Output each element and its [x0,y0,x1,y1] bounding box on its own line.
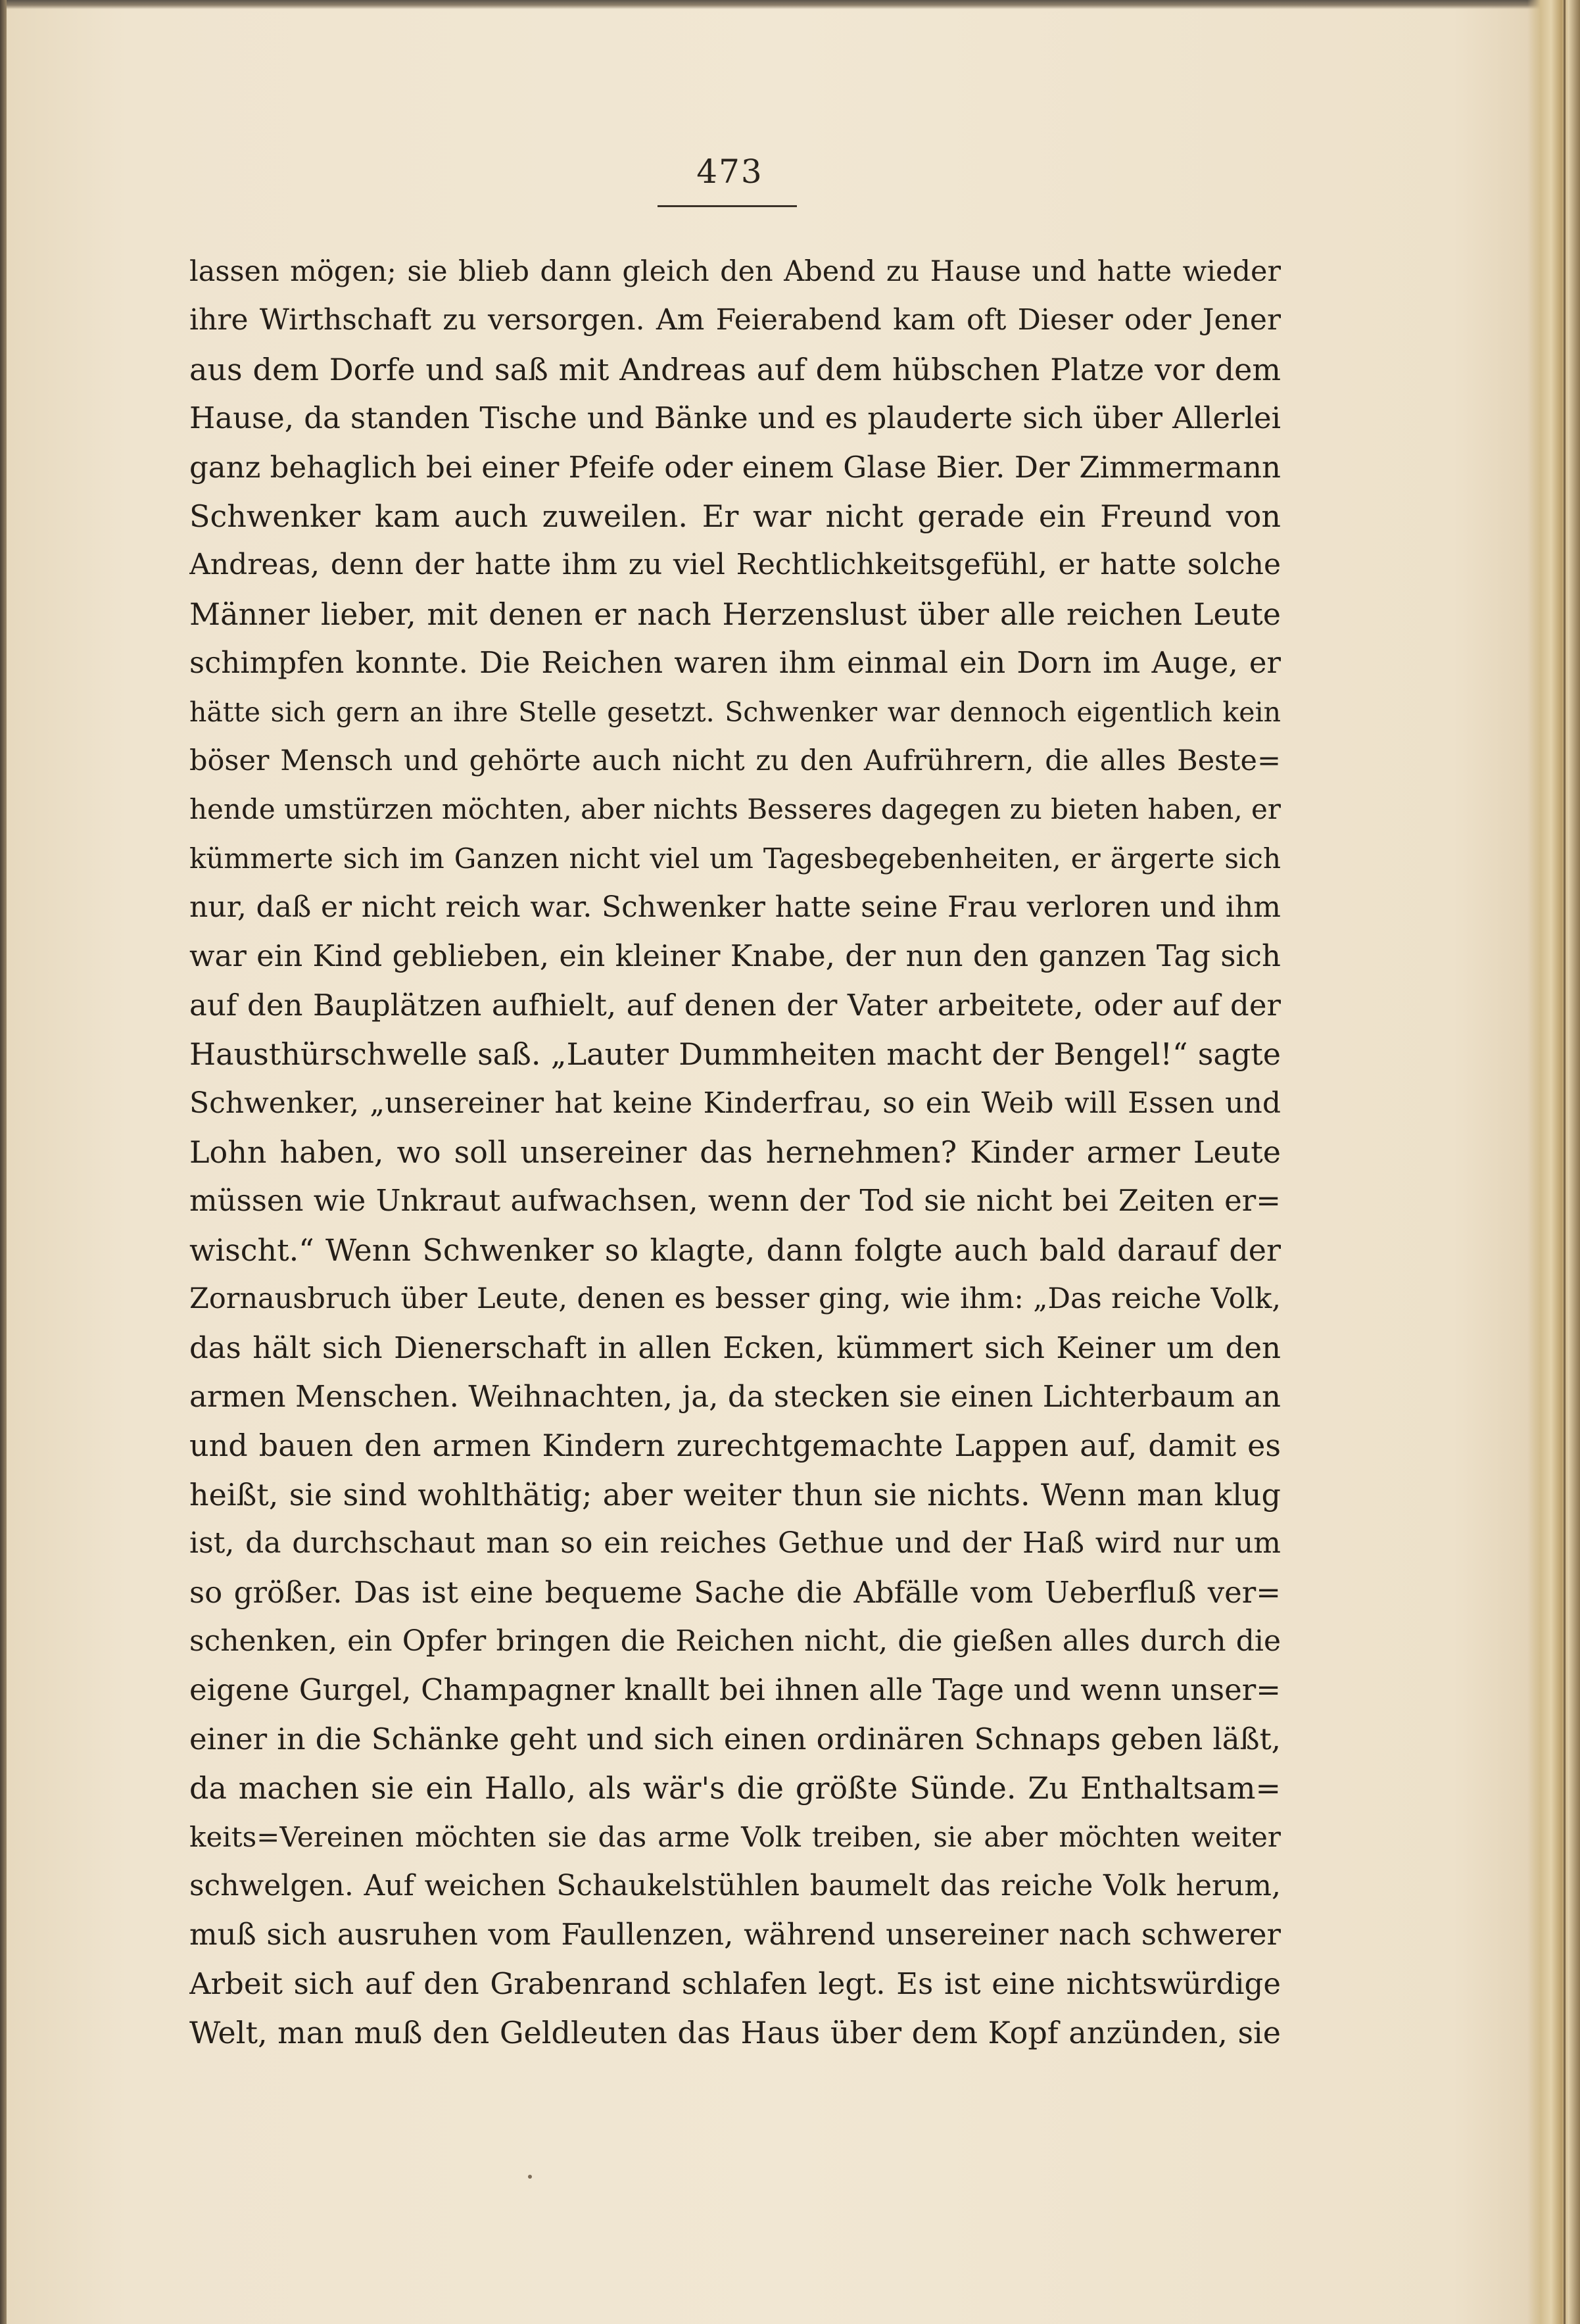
text-line: auf den Bauplätzen aufhielt, auf denen der Vater arbeitete, oder auf der [189,987,1281,1023]
text-line: Arbeit sich auf den Grabenrand schlafen legt. Es ist eine nichtswürdige [189,1966,1281,2001]
page-number: 473 [696,153,763,191]
text-line: wischt.“ Wenn Schwenker so klagte, dann folgte auch bald darauf der [189,1232,1281,1268]
text-line: da machen sie ein Hallo, als wär's die größte Sünde. Zu Enthaltsam= [189,1770,1281,1806]
text-line: müssen wie Unkraut aufwachsen, wenn der Tod sie nicht bei Zeiten er= [189,1183,1281,1219]
text-line: Hause, da standen Tische und Bänke und es plauderte sich über Allerlei [189,400,1281,436]
page-number-rule [658,205,797,207]
text-line: schwelgen. Auf weichen Schaukelstühlen baumelt das reiche Volk herum, [189,1868,1281,1902]
text-line: heißt, sie sind wohlthätig; aber weiter thun sie nichts. Wenn man klug [189,1476,1281,1513]
left-page-edge [0,0,7,2324]
text-line: einer in die Schänke geht und sich einen ordinären Schnaps geben läßt, [189,1721,1281,1756]
text-line: Andreas, denn der hatte ihm zu viel Rechtlichkeitsgefühl, er hatte solche [189,548,1281,582]
text-line: Schwenker kam auch zuweilen. Er war nicht gerade ein Freund von [189,498,1281,534]
text-line: und bauen den armen Kindern zurechtgemachte Lappen auf, damit es [189,1428,1281,1464]
text-line: eigene Gurgel, Champagner knallt bei ihnen alle Tage und wenn unser= [189,1672,1281,1708]
text-line: schimpfen konnte. Die Reichen waren ihm einmal ein Dorn im Auge, er [189,645,1281,681]
book-spine [1527,0,1580,2324]
text-line: schenken, ein Opfer bringen die Reichen nicht, die gießen alles durch die [189,1624,1281,1658]
text-line: Welt, man muß den Geldleuten das Haus über dem Kopf anzünden, sie [189,2015,1281,2051]
text-line: ganz behaglich bei einer Pfeife oder einem Glase Bier. Der Zimmermann [189,449,1281,485]
text-line: ist, da durchschaut man so ein reiches Gethue und der Haß wird nur um [189,1526,1281,1561]
text-line: armen Menschen. Weihnachten, ja, da stecken sie einen Lichterbaum an [189,1378,1281,1414]
text-line: kümmerte sich im Ganzen nicht viel um Tagesbegebenheiten, er ärgerte sich [189,842,1281,875]
text-line: böser Mensch und gehörte auch nicht zu den Aufrührern, die alles Beste= [189,744,1281,777]
text-line: das hält sich Dienerschaft in allen Ecken, kümmert sich Keiner um den [189,1330,1281,1365]
text-line: Lohn haben, wo soll unsereiner das hernehmen? Kinder armer Leute [189,1134,1281,1171]
text-line: Zornausbruch über Leute, denen es besser ging, wie ihm: „Das reiche Volk, [189,1282,1281,1316]
body-text [189,247,1281,2057]
text-line: Hausthürschwelle saß. „Lauter Dummheiten macht der Bengel!“ sagte [189,1036,1281,1073]
text-line: keits=Vereinen möchten sie das arme Volk treiben, sie aber möchten weiter [189,1820,1281,1853]
spine-fold-line [1564,0,1566,2324]
text-line: nur, daß er nicht reich war. Schwenker hatte seine Frau verloren und ihm [189,890,1281,925]
text-line: muß sich ausruhen vom Faullenzen, während unsereiner nach schwerer [189,1917,1281,1952]
text-line: Schwenker, „unsereiner hat keine Kinderfrau, so ein Weib will Essen und [189,1086,1281,1120]
text-line: lassen mögen; sie blieb dann gleich den Abend zu Hause und hatte wieder [189,255,1281,288]
text-line: aus dem Dorfe und saß mit Andreas auf dem hübschen Platze vor dem [189,351,1281,387]
paper-speck [528,2175,532,2179]
text-line: ihre Wirthschaft zu versorgen. Am Feierabend kam oft Dieser oder Jener [189,303,1281,337]
text-line: war ein Kind geblieben, ein kleiner Knabe, der nun den ganzen Tag sich [189,938,1281,974]
text-line: hende umstürzen möchten, aber nichts Besseres dagegen zu bieten haben, er [189,793,1281,826]
top-edge-shadow [0,0,1580,9]
text-line: so größer. Das ist eine bequeme Sache die Abfälle vom Ueberfluß ver= [189,1574,1281,1610]
text-line: hätte sich gern an ihre Stelle gesetzt. Schwenker war dennoch eigentlich kein [189,696,1281,728]
text-line: Männer lieber, mit denen er nach Herzenslust über alle reichen Leute [189,596,1281,632]
